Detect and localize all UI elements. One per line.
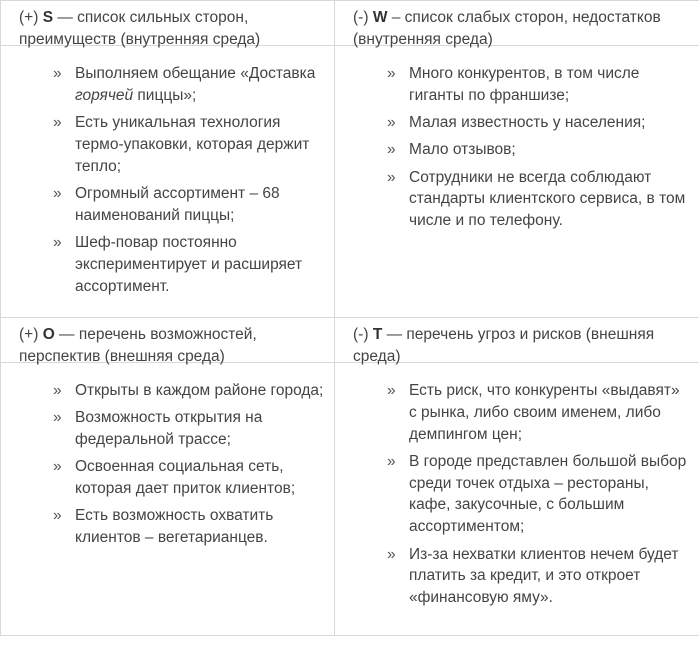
threats-list bbox=[335, 380, 699, 609]
bullet-icon: » bbox=[387, 452, 396, 470]
threats-title: — перечень угроз и рисков (внешняя среда) bbox=[353, 326, 655, 365]
list-item: » Освоенная социальная сеть, которая дает приток клиентов; bbox=[53, 458, 296, 498]
bullet-icon: » bbox=[53, 382, 62, 399]
list-item: » Открыты в каждом районе города; bbox=[1, 380, 334, 402]
bullet-icon: » bbox=[53, 507, 62, 525]
list-item: » Малая известность у населения; bbox=[335, 112, 699, 134]
threats-header-cell bbox=[335, 318, 699, 363]
strengths-header-cell bbox=[1, 1, 335, 46]
threats-prefix: (-) bbox=[353, 326, 369, 343]
weaknesses-title: – список слабых сторон, недостатков (внутренняя среда) bbox=[353, 9, 661, 48]
bullet-icon: » bbox=[387, 65, 396, 82]
bullet-icon: » bbox=[387, 382, 396, 399]
strengths-list bbox=[1, 63, 334, 297]
opportunities-header-cell bbox=[1, 318, 335, 363]
list-item: » Сотрудники не всегда соблюдают стандарты клиентского сервиса, в том числе и по телефону. bbox=[387, 168, 686, 230]
opportunities-letter: O bbox=[42, 326, 55, 343]
bullet-icon: » bbox=[53, 114, 62, 132]
weaknesses-header-cell bbox=[335, 1, 699, 46]
list-item: » Возможность открытия на федеральной трассе; bbox=[53, 409, 263, 449]
bullet-icon: » bbox=[53, 409, 62, 427]
strengths-header bbox=[1, 1, 334, 48]
list-item: » Шеф-повар постоянно экспериментирует и расширяет ассортимент. bbox=[53, 234, 303, 295]
list-item: » Из-за нехватки клиентов нечем будет платить за кредит, и это откроет «финансовую яму». bbox=[387, 545, 679, 607]
list-item: » Мало отзывов; bbox=[335, 139, 699, 161]
opportunities-header bbox=[1, 318, 334, 365]
weaknesses-letter: W bbox=[372, 9, 388, 26]
strengths-prefix: (+) bbox=[19, 9, 39, 26]
bullet-icon: » bbox=[387, 545, 396, 563]
weaknesses-header bbox=[335, 1, 699, 48]
strengths-letter: S bbox=[42, 9, 54, 26]
strengths-body-cell bbox=[1, 46, 335, 318]
list-item: » В городе представлен большой выбор среди точек отдыха – рестораны, кафе, закусочные, с большим ассортиментом; bbox=[387, 452, 687, 536]
weaknesses-prefix: (-) bbox=[353, 9, 369, 26]
opportunities-list bbox=[1, 380, 334, 549]
list-item: » Есть уникальная технология термо-упаковки, которая держит тепло; bbox=[53, 114, 310, 175]
opportunities-prefix: (+) bbox=[19, 326, 39, 343]
list-item: » Выполняем обещание «Доставка горячей пиццы»; bbox=[53, 65, 316, 104]
list-item: » Есть возможность охватить клиентов – вегетарианцев. bbox=[53, 507, 274, 547]
bullet-icon: » bbox=[53, 458, 62, 476]
threats-letter: T bbox=[372, 326, 383, 343]
threats-header bbox=[335, 318, 699, 365]
bullet-icon: » bbox=[53, 65, 62, 82]
list-item: » Огромный ассортимент – 68 наименований пиццы; bbox=[53, 184, 280, 224]
bullet-icon: » bbox=[387, 114, 396, 132]
weaknesses-body-cell bbox=[335, 46, 699, 318]
threats-body-cell bbox=[335, 363, 699, 636]
bullet-icon: » bbox=[53, 184, 62, 202]
list-item: » Есть риск, что конкуренты «выдавят» с рынка, либо своим именем, либо демпингом цен; bbox=[387, 382, 680, 443]
opportunities-title: — перечень возможностей, перспектив (внешняя среда) bbox=[19, 326, 257, 365]
list-item: » Много конкурентов, в том числе гиганты по франшизе; bbox=[387, 65, 640, 104]
opportunities-body-cell bbox=[1, 363, 335, 636]
bullet-icon: » bbox=[387, 141, 396, 159]
weaknesses-list bbox=[335, 63, 699, 232]
strengths-title: — список сильных сторон, преимуществ (внутренняя среда) bbox=[19, 9, 261, 48]
bullet-icon: » bbox=[387, 168, 396, 186]
bullet-icon: » bbox=[53, 234, 62, 252]
